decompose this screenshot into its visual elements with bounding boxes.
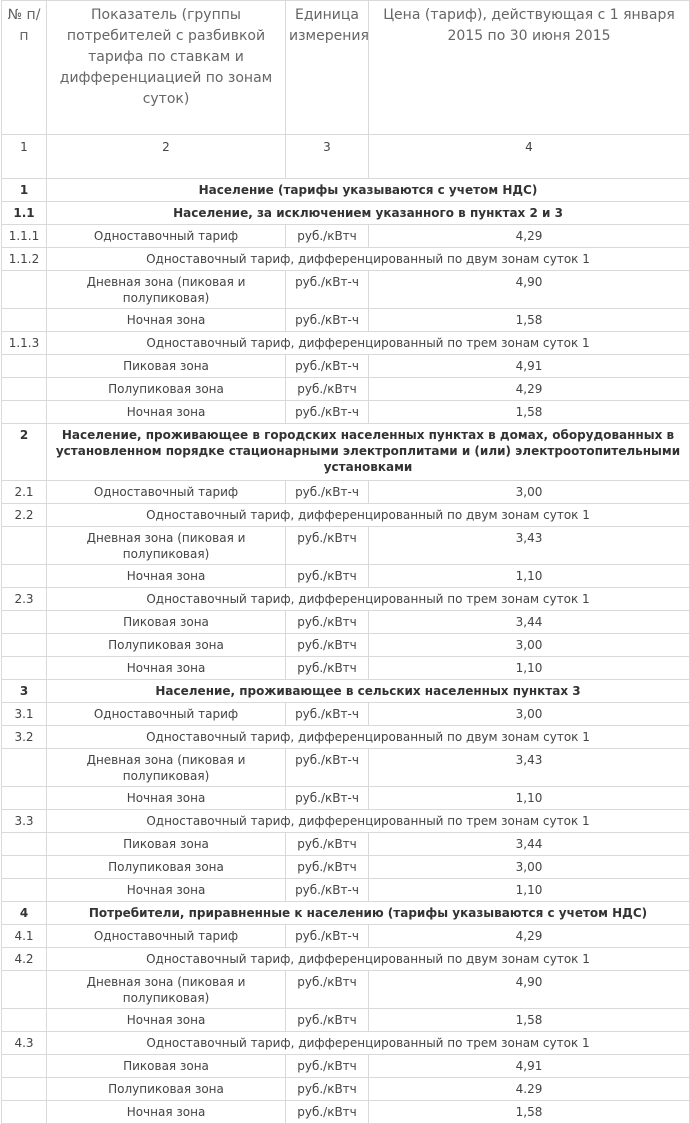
row-price: 1,58 xyxy=(369,401,690,424)
subgroup-row xyxy=(2,810,690,833)
row-price: 4,29 xyxy=(369,925,690,948)
table-body xyxy=(2,179,690,1124)
row-price: 4.29 xyxy=(369,1078,690,1101)
row-number xyxy=(2,634,47,657)
row-unit: руб./кВтч xyxy=(286,527,369,565)
row-indicator: Ночная зона xyxy=(47,879,286,902)
row-price: 1,10 xyxy=(369,565,690,588)
row-number: 3.1 xyxy=(2,703,47,726)
row-number: 1.1.1 xyxy=(2,225,47,248)
row-number: 1.1.2 xyxy=(2,248,47,271)
section-title: Потребители, приравненные к населению (тарифы указываются с учетом НДС) xyxy=(47,902,690,925)
row-number xyxy=(2,856,47,879)
row-number: 4.1 xyxy=(2,925,47,948)
subgroup-row xyxy=(2,248,690,271)
row-price: 1,10 xyxy=(369,787,690,810)
row-unit: руб./кВтч xyxy=(286,378,369,401)
table-row xyxy=(2,611,690,634)
subgroup-row xyxy=(2,588,690,611)
row-unit: руб./кВт-ч xyxy=(286,703,369,726)
row-number: 4.2 xyxy=(2,948,47,971)
row-number: 2.1 xyxy=(2,481,47,504)
table-row xyxy=(2,787,690,810)
row-unit: руб./кВтч xyxy=(286,833,369,856)
table-row xyxy=(2,378,690,401)
table-row xyxy=(2,481,690,504)
row-unit: руб./кВт-ч xyxy=(286,481,369,504)
row-number xyxy=(2,309,47,332)
row-number: 4.3 xyxy=(2,1032,47,1055)
row-indicator: Одноставочный тариф xyxy=(47,703,286,726)
row-indicator: Ночная зона xyxy=(47,787,286,810)
row-unit: руб./кВтч xyxy=(286,1055,369,1078)
table-row xyxy=(2,355,690,378)
row-indicator: Ночная зона xyxy=(47,401,286,424)
table-row xyxy=(2,1078,690,1101)
row-unit: руб./кВтч xyxy=(286,971,369,1009)
section-row xyxy=(2,680,690,703)
column-number-1: 1 xyxy=(2,135,47,179)
section-title: Население (тарифы указываются с учетом НДС) xyxy=(47,179,690,202)
row-indicator: Дневная зона (пиковая и полупиковая) xyxy=(47,971,286,1009)
row-indicator: Полупиковая зона xyxy=(47,378,286,401)
table-row xyxy=(2,401,690,424)
table-row xyxy=(2,856,690,879)
row-number xyxy=(2,1055,47,1078)
row-indicator: Ночная зона xyxy=(47,1009,286,1032)
subgroup-row xyxy=(2,504,690,527)
subgroup-title: Одноставочный тариф, дифференцированный по двум зонам суток 1 xyxy=(47,948,690,971)
row-number xyxy=(2,971,47,1009)
column-number-2: 2 xyxy=(47,135,286,179)
row-indicator: Одноставочный тариф xyxy=(47,481,286,504)
section-row xyxy=(2,902,690,925)
row-number xyxy=(2,565,47,588)
row-price: 3,00 xyxy=(369,856,690,879)
section-row xyxy=(2,202,690,225)
row-unit: руб./кВт-ч xyxy=(286,925,369,948)
table-row xyxy=(2,271,690,309)
row-number xyxy=(2,787,47,810)
subgroup-title: Одноставочный тариф, дифференцированный по двум зонам суток 1 xyxy=(47,248,690,271)
subgroup-title: Одноставочный тариф, дифференцированный по трем зонам суток 1 xyxy=(47,810,690,833)
row-number xyxy=(2,355,47,378)
row-indicator: Одноставочный тариф xyxy=(47,225,286,248)
section-number: 1.1 xyxy=(2,202,47,225)
table-row xyxy=(2,703,690,726)
section-row xyxy=(2,424,690,481)
table-row xyxy=(2,309,690,332)
header-price: Цена (тариф), действующая с 1 января 2015 по 30 июня 2015 xyxy=(369,1,690,135)
row-indicator: Ночная зона xyxy=(47,309,286,332)
column-number-3: 3 xyxy=(286,135,369,179)
row-number xyxy=(2,879,47,902)
row-price: 1,10 xyxy=(369,657,690,680)
row-number: 2.2 xyxy=(2,504,47,527)
row-number xyxy=(2,1078,47,1101)
section-number: 4 xyxy=(2,902,47,925)
subgroup-row xyxy=(2,1032,690,1055)
subgroup-title: Одноставочный тариф, дифференцированный по двум зонам суток 1 xyxy=(47,504,690,527)
row-indicator: Одноставочный тариф xyxy=(47,925,286,948)
subgroup-row xyxy=(2,948,690,971)
row-number: 3.2 xyxy=(2,726,47,749)
row-price: 3,43 xyxy=(369,749,690,787)
row-price: 3,43 xyxy=(369,527,690,565)
subgroup-title: Одноставочный тариф, дифференцированный по трем зонам суток 1 xyxy=(47,588,690,611)
row-price: 4,90 xyxy=(369,271,690,309)
row-indicator: Пиковая зона xyxy=(47,833,286,856)
column-number-4: 4 xyxy=(369,135,690,179)
row-indicator: Дневная зона (пиковая и полупиковая) xyxy=(47,527,286,565)
row-price: 4,29 xyxy=(369,225,690,248)
table-row xyxy=(2,1055,690,1078)
row-number xyxy=(2,749,47,787)
row-price: 3,00 xyxy=(369,703,690,726)
row-unit: руб./кВтч xyxy=(286,565,369,588)
subgroup-title: Одноставочный тариф, дифференцированный по трем зонам суток 1 xyxy=(47,1032,690,1055)
row-number xyxy=(2,378,47,401)
row-indicator: Пиковая зона xyxy=(47,1055,286,1078)
section-number: 2 xyxy=(2,424,47,481)
row-indicator: Пиковая зона xyxy=(47,355,286,378)
row-indicator: Пиковая зона xyxy=(47,611,286,634)
row-unit: руб./кВтч xyxy=(286,1078,369,1101)
row-price: 4,29 xyxy=(369,378,690,401)
row-price: 3,00 xyxy=(369,481,690,504)
row-number xyxy=(2,611,47,634)
row-indicator: Дневная зона (пиковая и полупиковая) xyxy=(47,271,286,309)
row-unit: руб./кВт-ч xyxy=(286,271,369,309)
header-indicator: Показатель (группы потребителей с разбивкой тарифа по ставкам и дифференциацией по зонам суток) xyxy=(47,1,286,135)
subgroup-row xyxy=(2,726,690,749)
subgroup-title: Одноставочный тариф, дифференцированный по двум зонам суток 1 xyxy=(47,726,690,749)
section-number: 1 xyxy=(2,179,47,202)
row-indicator: Полупиковая зона xyxy=(47,856,286,879)
row-price: 1,58 xyxy=(369,1101,690,1124)
row-unit: руб./кВт-ч xyxy=(286,309,369,332)
row-number xyxy=(2,1009,47,1032)
table-row xyxy=(2,879,690,902)
table-row xyxy=(2,225,690,248)
row-unit: руб./кВт-ч xyxy=(286,749,369,787)
table-row xyxy=(2,527,690,565)
header-unit: Единица измерения xyxy=(286,1,369,135)
section-number: 3 xyxy=(2,680,47,703)
row-price: 1,58 xyxy=(369,1009,690,1032)
row-number xyxy=(2,1101,47,1124)
row-unit: руб./кВтч xyxy=(286,225,369,248)
row-price: 4,90 xyxy=(369,971,690,1009)
row-unit: руб./кВт-ч xyxy=(286,355,369,378)
table-row xyxy=(2,1101,690,1124)
row-indicator: Ночная зона xyxy=(47,657,286,680)
table-row xyxy=(2,749,690,787)
row-indicator: Полупиковая зона xyxy=(47,1078,286,1101)
table-row xyxy=(2,565,690,588)
section-title: Население, проживающее в городских населенных пунктах в домах, оборудованных в установленном порядке стационарными электроплитами и (или) электроотопительными установками xyxy=(47,424,690,481)
row-number xyxy=(2,527,47,565)
row-price: 3,44 xyxy=(369,833,690,856)
table-row xyxy=(2,971,690,1009)
row-price: 4,91 xyxy=(369,1055,690,1078)
row-price: 3,44 xyxy=(369,611,690,634)
row-number xyxy=(2,657,47,680)
subgroup-row xyxy=(2,332,690,355)
column-number-row xyxy=(2,135,690,179)
row-price: 1,58 xyxy=(369,309,690,332)
row-unit: руб./кВтч xyxy=(286,1101,369,1124)
subgroup-title: Одноставочный тариф, дифференцированный по трем зонам суток 1 xyxy=(47,332,690,355)
row-unit: руб./кВтч xyxy=(286,657,369,680)
table-row xyxy=(2,1009,690,1032)
row-unit: руб./кВтч xyxy=(286,1009,369,1032)
row-number: 2.3 xyxy=(2,588,47,611)
table-row xyxy=(2,657,690,680)
table-row xyxy=(2,833,690,856)
row-price: 3,00 xyxy=(369,634,690,657)
row-number xyxy=(2,271,47,309)
row-unit: руб./кВтч xyxy=(286,634,369,657)
row-unit: руб./кВт-ч xyxy=(286,879,369,902)
row-number xyxy=(2,833,47,856)
row-price: 4,91 xyxy=(369,355,690,378)
section-title: Население, проживающее в сельских населенных пунктах 3 xyxy=(47,680,690,703)
row-unit: руб./кВт-ч xyxy=(286,787,369,810)
row-price: 1,10 xyxy=(369,879,690,902)
header-row xyxy=(2,1,690,135)
row-number xyxy=(2,401,47,424)
table-row xyxy=(2,925,690,948)
row-unit: руб./кВтч xyxy=(286,611,369,634)
row-unit: руб./кВтч xyxy=(286,856,369,879)
row-indicator: Ночная зона xyxy=(47,1101,286,1124)
row-indicator: Дневная зона (пиковая и полупиковая) xyxy=(47,749,286,787)
section-row xyxy=(2,179,690,202)
section-title: Население, за исключением указанного в пунктах 2 и 3 xyxy=(47,202,690,225)
tariff-table xyxy=(1,0,690,1124)
row-indicator: Ночная зона xyxy=(47,565,286,588)
table-row xyxy=(2,634,690,657)
row-number: 3.3 xyxy=(2,810,47,833)
header-num: № п/п xyxy=(2,1,47,135)
row-indicator: Полупиковая зона xyxy=(47,634,286,657)
row-number: 1.1.3 xyxy=(2,332,47,355)
row-unit: руб./кВт-ч xyxy=(286,401,369,424)
